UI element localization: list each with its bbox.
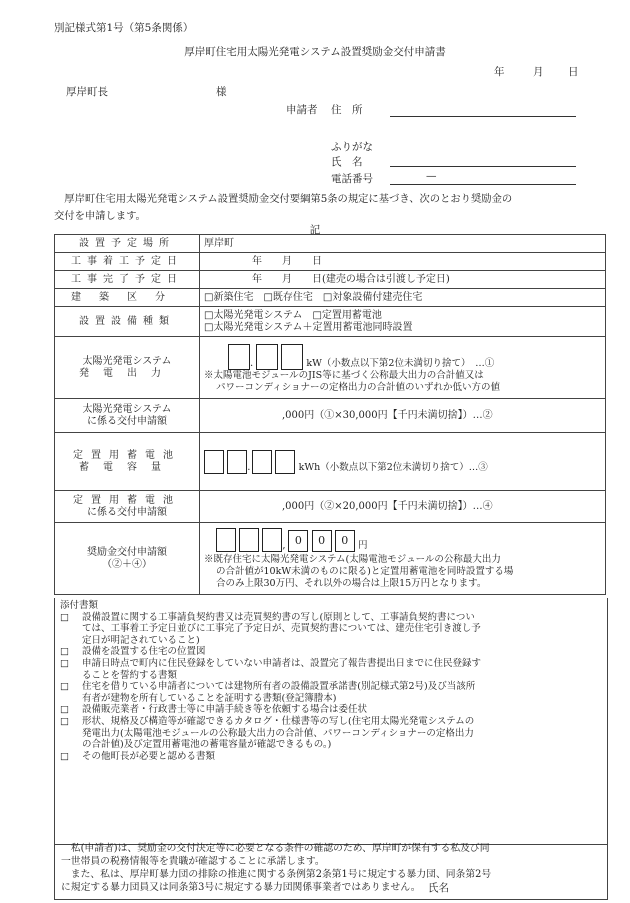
start-date-label: 工事着工予定日	[55, 253, 200, 271]
name-field[interactable]	[390, 166, 576, 167]
date-month-label: 月	[533, 66, 544, 78]
total-zero-3: 0	[335, 530, 355, 552]
storage-amount-label-2: に係る交付申請額	[87, 506, 167, 518]
attachments-section	[54, 598, 608, 845]
attachment-text: 設備設置に関する工事請負契約書又は売買契約書の写し(原則として、工事請負契約書につい	[82, 611, 475, 623]
start-date-value[interactable]: 年 月 日	[200, 253, 606, 271]
storage-cap-box-4[interactable]	[275, 450, 295, 474]
date-day-label: 日	[568, 66, 579, 78]
phone-field[interactable]	[390, 184, 576, 185]
consent-line-3: また、私は、厚岸町暴力団の排除の推進に関する条例第2条第1号に規定する暴力団、同条第2号	[61, 869, 492, 880]
attachment-checkbox[interactable]: □	[60, 715, 69, 727]
storage-cap-label-1: 定置用蓄電池	[73, 449, 181, 461]
category-label: 建築区分	[55, 289, 200, 307]
attachments-heading: 添付書類	[60, 600, 99, 611]
name-label: 氏 名	[331, 156, 363, 168]
attachment-item	[60, 704, 600, 716]
storage-amount-label-1: 定置用蓄電池	[73, 494, 181, 506]
total-note-3: 合のみ上限30万円、それ以外の場合は上限15万円となります。	[216, 578, 487, 589]
attachment-item	[60, 612, 600, 647]
total-box-2[interactable]	[239, 528, 259, 552]
attachment-text: 住宅を借りている申請者については建物所有者の設備設置承諾書(別記様式第2号)及び当該所	[82, 681, 476, 693]
addressee-name: 厚岸町長	[66, 86, 108, 98]
category-options[interactable]: □新築住宅 □既存住宅 □対象設備付建売住宅	[200, 289, 606, 307]
attachment-item	[60, 646, 600, 658]
storage-cap-box-1[interactable]	[204, 450, 224, 474]
total-note-1: ※既存住宅に太陽光発電システム(太陽電池モジュールの公称最大出力	[204, 554, 501, 565]
date-year-label: 年	[494, 66, 505, 78]
storage-cap-box-2[interactable]	[227, 450, 247, 474]
address-label: 住 所	[331, 104, 363, 116]
pv-output-decimal: .	[250, 357, 254, 369]
application-table	[54, 234, 606, 595]
address-field[interactable]	[390, 116, 576, 117]
attachment-checkbox[interactable]: □	[60, 704, 69, 716]
attachment-text: 発電出力(太陽電池モジュールの公称最大出力の合計値、パワーコンディショナーの定格出力	[82, 727, 474, 739]
consent-line-4: に規定する暴力団員又は同条第3号に規定する暴力団関係事業者ではありません。	[61, 882, 421, 893]
pv-output-note-2: パワーコンディショナーの定格出力の合計値のいずれか低い方の値	[216, 381, 501, 393]
attachment-text: ることを誓約する書類	[82, 669, 178, 681]
pv-amount-value[interactable]: ,000円（①×30,000円【千円未満切捨】）…②	[200, 399, 606, 433]
attachment-checkbox[interactable]: □	[60, 750, 69, 762]
pv-output-unit: kW（小数点以下第2位未満切り捨て） …①	[306, 357, 495, 369]
total-unit: 円	[357, 540, 368, 551]
attachment-text: の合計値)及び定置用蓄電池の蓄電容量が確認できるもの。)	[82, 739, 332, 751]
storage-cap-unit: kWh（小数点以下第2位未満切り捨て）…③	[298, 461, 488, 473]
total-note-2: の合計値が10kW未満のものに限る)と定置用蓄電池を同時設置する場	[216, 566, 514, 577]
attachment-text: 設備販売業者・行政書士等に申請手続き等を依頼する場合は委任状	[82, 704, 368, 716]
consent-line-1: 私(申請者)は、奨励金の交付決定等に必要となる条件の確認のため、厚岸町が保有する私及び同	[61, 843, 490, 854]
equipment-label: 設置設備種類	[55, 307, 200, 337]
finish-date-label: 工事完了予定日	[55, 271, 200, 289]
attachment-checkbox[interactable]: □	[60, 646, 69, 658]
storage-cap-decimal: .	[247, 461, 251, 473]
attachment-text: 有者が建物を所有していることを証明する書類(登記簿謄本)	[82, 692, 337, 704]
storage-cap-label-2: 蓄電容量	[79, 461, 175, 473]
applicant-label: 申請者	[286, 104, 318, 116]
form-reference: 別記様式第1号（第5条関係）	[54, 22, 194, 34]
attachment-text: その他町長が必要と認める書類	[82, 750, 216, 762]
pv-output-box-3[interactable]	[281, 344, 303, 370]
ki-heading: 記	[309, 224, 321, 236]
attachment-text: 定日が明記されていること)	[82, 634, 200, 646]
storage-cap-box-3[interactable]	[252, 450, 272, 474]
attachment-item	[60, 716, 600, 751]
attachment-checkbox[interactable]: □	[60, 611, 69, 623]
finish-date-value[interactable]: 年 月 日(建売の場合は引渡し予定日)	[200, 271, 606, 289]
pv-output-note-1: ※太陽電池モジュールのJIS等に基づく公称最大出力の合計値又は	[204, 369, 484, 381]
attachment-item	[60, 751, 600, 763]
pv-output-box-1[interactable]	[228, 344, 250, 370]
total-label-1: 奨励金交付申請額	[87, 546, 167, 558]
pv-output-label-1: 太陽光発電システム	[82, 355, 172, 367]
total-comma: ,	[282, 540, 286, 551]
site-label: 設置予定場所	[55, 235, 200, 253]
equipment-options-2[interactable]: □太陽光発電システム＋定置用蓄電池同時設置	[204, 321, 413, 333]
addressee-honorific: 様	[216, 86, 227, 98]
phone-label: 電話番号	[331, 173, 373, 185]
total-zero-2: 0	[312, 530, 332, 552]
attachment-item	[60, 658, 600, 681]
intro-line-2: 交付を申請します。	[54, 210, 146, 222]
signature-label: 氏名	[428, 882, 449, 894]
pv-output-label-2: 発電出力	[79, 367, 175, 379]
total-box-1[interactable]	[216, 528, 236, 552]
equipment-options-1[interactable]: □太陽光発電システム □定置用蓄電池	[204, 309, 382, 321]
consent-line-2: 一世帯員の税務情報等を貴職が確認することに承諾します。	[61, 856, 325, 867]
total-box-3[interactable]	[262, 528, 282, 552]
attachment-checkbox[interactable]: □	[60, 681, 69, 693]
attachment-item	[60, 681, 600, 704]
attachment-text: 申請日時点で町内に住民登録をしていない申請者は、設置完了報告書提出日までに住民登録す	[82, 657, 482, 669]
total-label-2: （②＋④）	[102, 558, 152, 570]
pv-amount-label-2: に係る交付申請額	[87, 415, 167, 427]
phone-dash: —	[426, 170, 437, 182]
attachment-text: 設備を設置する住宅の位置図	[82, 646, 206, 658]
form-title: 厚岸町住宅用太陽光発電システム設置奨励金交付申請書	[184, 46, 446, 58]
site-value[interactable]: 厚岸町	[200, 235, 606, 253]
attachment-text: ては、工事着工予定日並びに工事完了予定日が、売買契約書については、建売住宅引き渡し予	[82, 623, 481, 635]
total-zero-1: 0	[288, 530, 308, 552]
consent-section	[54, 843, 608, 900]
attachment-text: 形状、規格及び構造等が確認できるカタログ・仕様書等の写し(住宅用太陽光発電システムの	[82, 715, 475, 727]
intro-line-1: 厚岸町住宅用太陽光発電システム設置奨励金交付要綱第5条の規定に基づき、次のとおり奨励金の	[54, 193, 513, 205]
furigana-label: ふりがな	[331, 141, 373, 153]
storage-amount-value[interactable]: ,000円（②×20,000円【千円未満切捨】）…④	[200, 491, 606, 523]
pv-amount-label-1: 太陽光発電システム	[82, 403, 172, 415]
pv-output-box-2[interactable]	[256, 344, 278, 370]
attachment-checkbox[interactable]: □	[60, 657, 69, 669]
